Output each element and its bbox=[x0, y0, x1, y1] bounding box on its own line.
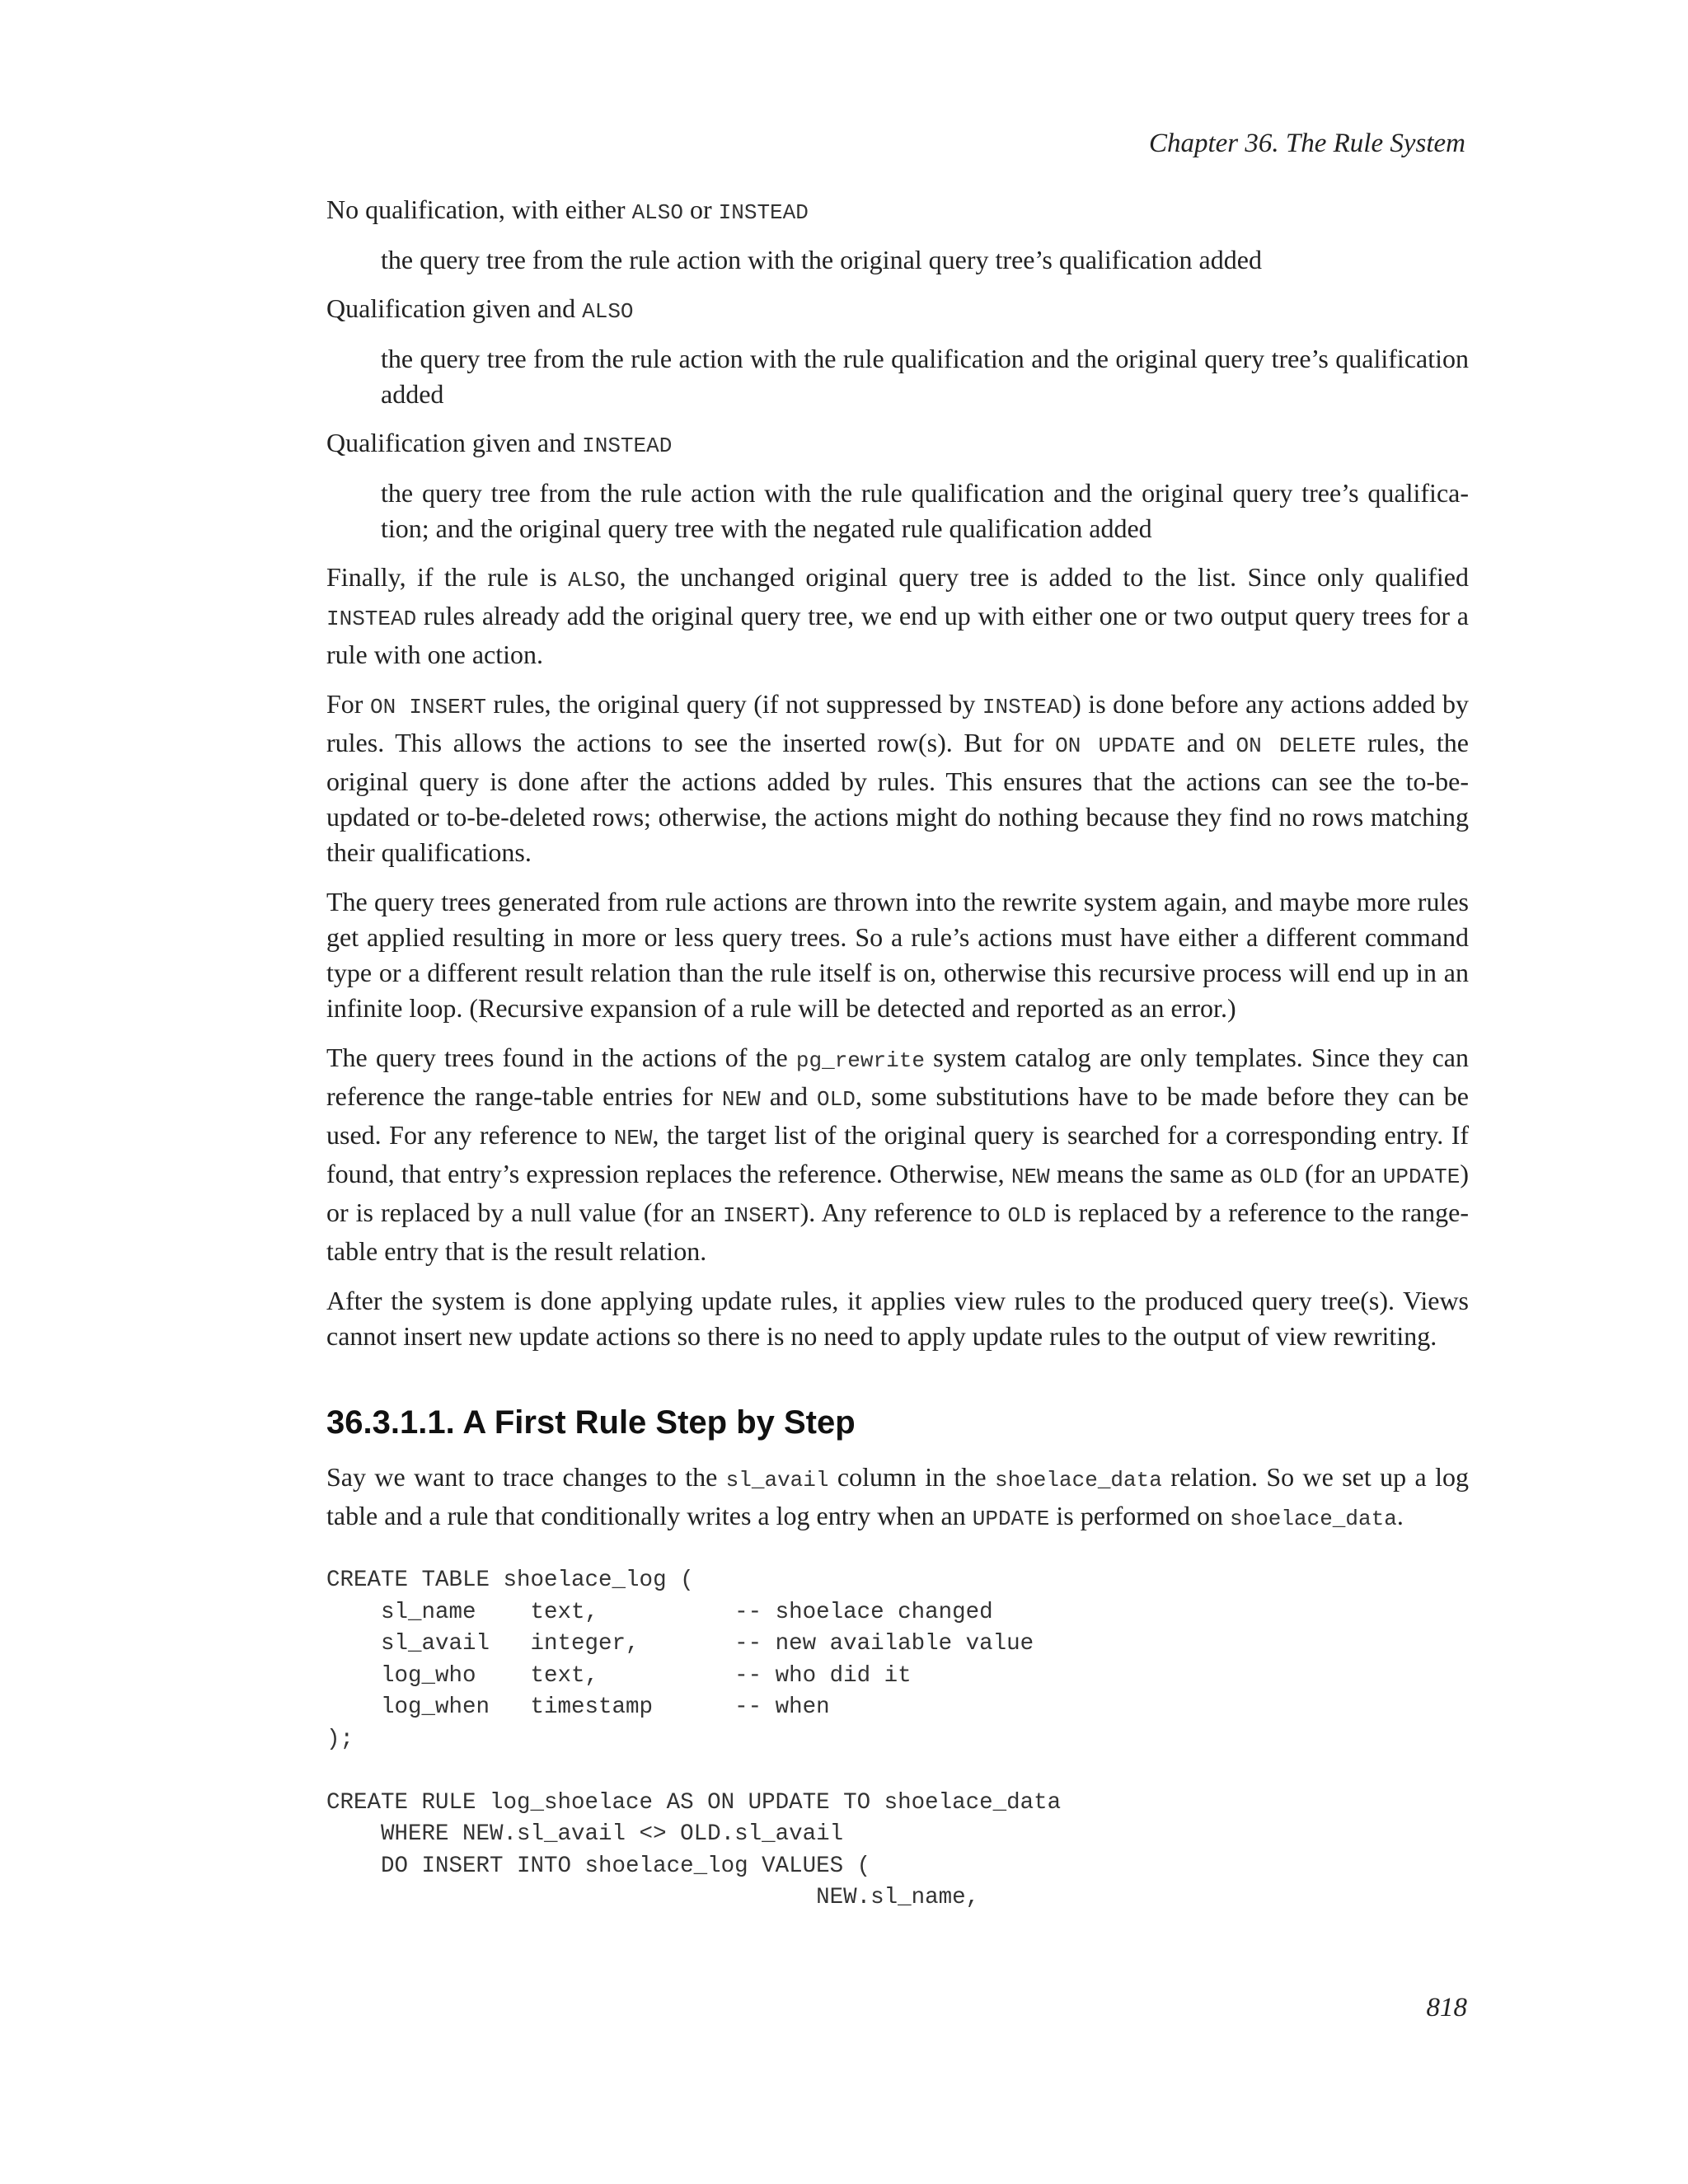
list-term: Qualification given and ALSO bbox=[326, 293, 634, 324]
paragraph-recursion: The query trees generated from rule actions are thrown into the rewrite system again, and maybe more rules get applied resulting in more or less query trees. So a rule’s actions must have either a different command type or a different result relation than the rule itself is on, otherwise this recursive process will end up in an infinite loop. (Recursive expansion of a rule will be detected and reported as an error.) bbox=[326, 887, 1469, 1023]
variable-list bbox=[326, 192, 1469, 546]
paragraph-templates: The query trees found in the actions of the pg_rewrite system catalog are only templates. Since they can reference the range-table entries for NEW and OLD, some substitutions have to be made before they can be used. For any reference to NEW, the target list of the original query is searched for a corresponding entry. If found, that entry’s expression replaces the reference. Otherwise, NEW means the same as OLD (for an UPDATE) or is replaced by a null value (for an INSERT). Any reference to OLD is replaced by a reference to the range-table entry that is the result relation. bbox=[326, 1043, 1470, 1266]
running-header: Chapter 36. The Rule System bbox=[1148, 129, 1465, 158]
paragraph-on-insert: For ON INSERT rules, the original query (if not suppressed by INSTEAD) is done before any actions added by rules. This allows the actions to see the inserted row(s). But for ON UPDATE and ON DELETE rules, the original query is done after the actions added by rules. This ensures that the actions can see the to-be-updated or to-be-deleted rows; otherwise, the actions might do nothing because they find no rows matching their qualifications. bbox=[326, 689, 1469, 867]
list-definition: the query tree from the rule action with the rule qualification and the original query tree’s qualification added bbox=[381, 344, 1469, 409]
paragraph-trace-changes: Say we want to trace changes to the sl_avail column in the shoelace_data relation. So we set up a log table and a rule that conditionally writes a log entry when an UPDATE is performed on shoelace_data. bbox=[326, 1462, 1470, 1531]
paragraph-view-rules: After the system is done applying update rules, it applies view rules to the produced query tree(s). Views cannot insert new update actions so there is no need to apply update rules to the output of view rewriting. bbox=[326, 1286, 1469, 1351]
list-definition: the query tree from the rule action with the original query tree’s qualification added bbox=[381, 245, 1262, 274]
code-block: CREATE TABLE shoelace_log ( sl_name text, -- shoelace changed sl_avail integer, -- new available value log_who text, -- who did it log_when timestamp -- when ); CREATE RULE log_shoelace AS ON UPDATE TO shoelace_data WHERE NEW.sl_avail <> OLD.sl_avail DO INSERT INTO shoelace_log VALUES ( NEW.sl_name, bbox=[326, 1568, 1062, 1910]
page-content bbox=[326, 192, 1469, 1915]
list-term: Qualification given and INSTEAD bbox=[326, 428, 673, 458]
section-heading: 36.3.1.1. A First Rule Step by Step bbox=[326, 1404, 856, 1441]
list-term: No qualification, with either ALSO or INSTEAD bbox=[326, 194, 809, 225]
page-number: 818 bbox=[1426, 1993, 1467, 2022]
list-definition: the query tree from the rule action with the rule qualification and the original query tree’s qualifica-tion; and the original query tree with the negated rule qualification added bbox=[381, 478, 1469, 543]
paragraph-also-rules: Finally, if the rule is ALSO, the unchanged original query tree is added to the list. Since only qualified INSTEAD rules already add the original query tree, we end up with either one or two output query trees for a rule with one action. bbox=[326, 562, 1470, 669]
